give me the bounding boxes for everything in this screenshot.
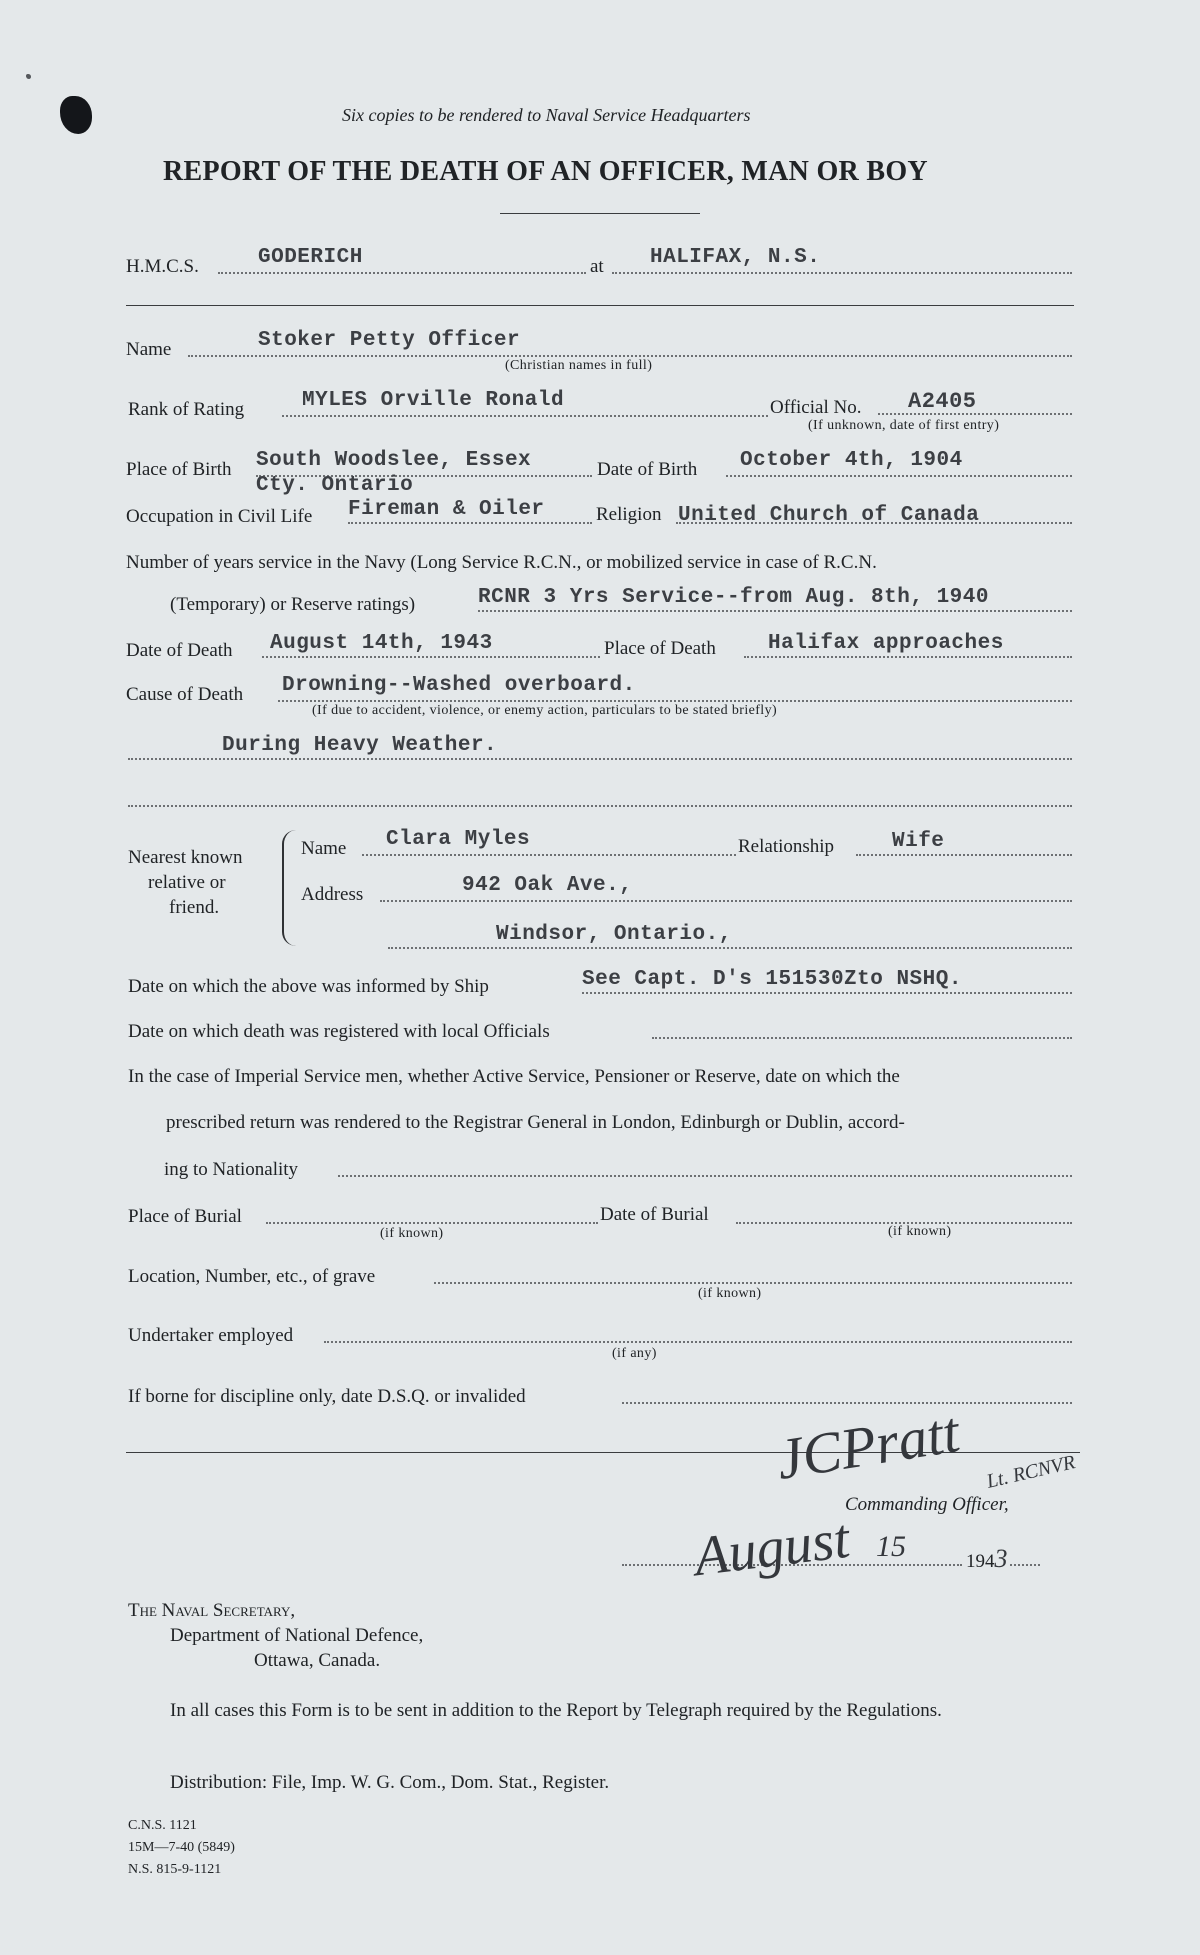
at-label: at xyxy=(590,256,604,277)
header-divider xyxy=(126,305,1074,306)
signature-name: JCPratt xyxy=(772,1399,964,1492)
telegraph-note: In all cases this Form is to be sent in addition to the Report by Telegraph required by the Regulations. xyxy=(170,1700,942,1721)
service-label-1: Number of years service in the Navy (Long Service R.C.N., or mobilized service in case of R.C.N. xyxy=(126,552,877,573)
discipline-label: If borne for discipline only, date D.S.Q. or invalided xyxy=(128,1386,526,1407)
grave-note: (if known) xyxy=(698,1286,762,1301)
death-date-label: Date of Death xyxy=(126,640,233,661)
relative-brace xyxy=(282,830,296,946)
cause-line xyxy=(278,700,1072,702)
imperial-text-1: In the case of Imperial Service men, whether Active Service, Pensioner or Reserve, date on which the xyxy=(128,1066,900,1087)
informed-value: See Capt. D's 151530Zto NSHQ. xyxy=(582,968,962,991)
addressee-3: Ottawa, Canada. xyxy=(254,1650,381,1671)
address-line-1 xyxy=(380,900,1072,902)
death-date-line xyxy=(262,656,600,658)
birth-place-label: Place of Birth xyxy=(126,459,232,480)
occupation-value: Fireman & Oiler xyxy=(348,498,545,521)
addressee-1: The Naval Secretary, xyxy=(128,1600,296,1621)
rank-label: Rank of Rating xyxy=(128,399,245,420)
cause-line-3 xyxy=(128,805,1072,807)
page-title: REPORT OF THE DEATH OF AN OFFICER, MAN OR BOY xyxy=(163,156,928,187)
ship-line xyxy=(218,272,586,274)
copies-note: Six copies to be rendered to Naval Service Headquarters xyxy=(342,105,751,125)
official-no-value: A2405 xyxy=(908,389,977,414)
rank-line xyxy=(282,415,768,417)
rank-value: MYLES Orville Ronald xyxy=(302,389,565,412)
cause-value-2: During Heavy Weather. xyxy=(222,734,498,757)
rel-name-line xyxy=(362,854,736,856)
death-place-value: Halifax approaches xyxy=(768,632,1004,655)
sign-date-day: 15 xyxy=(876,1530,906,1563)
occupation-line xyxy=(348,522,592,524)
address-label: Address xyxy=(301,884,364,905)
address-line-2 xyxy=(388,947,1072,949)
death-date-value: August 14th, 1943 xyxy=(270,632,493,655)
occupation-label: Occupation in Civil Life xyxy=(126,506,313,527)
death-place-label: Place of Death xyxy=(604,638,716,659)
rel-name-label: Name xyxy=(301,838,347,859)
informed-label: Date on which the above was informed by Ship xyxy=(128,976,489,997)
discipline-line xyxy=(622,1402,1072,1404)
address-value-1: 942 Oak Ave., xyxy=(462,874,633,897)
addressee-2: Department of National Defence, xyxy=(170,1625,424,1646)
birth-date-label: Date of Birth xyxy=(597,459,698,480)
service-line xyxy=(478,610,1072,612)
rel-name-value: Clara Myles xyxy=(386,828,531,851)
cause-value: Drowning--Washed overboard. xyxy=(282,674,636,697)
relationship-value: Wife xyxy=(892,830,945,853)
name-label: Name xyxy=(126,339,172,360)
signature-rank: Lt. RCNVR xyxy=(984,1451,1078,1493)
sign-year-line xyxy=(1010,1564,1040,1566)
undertaker-note: (if any) xyxy=(612,1346,657,1361)
birth-date-line xyxy=(726,475,1072,477)
registered-label: Date on which death was registered with local Officials xyxy=(128,1021,550,1042)
sign-date-year: 1943 xyxy=(966,1544,1008,1573)
punch-hole-mark xyxy=(60,96,92,134)
birth-place-value-2: Cty. Ontario xyxy=(256,474,414,497)
burial-date-label: Date of Burial xyxy=(600,1204,709,1225)
undertaker-line xyxy=(324,1341,1072,1343)
informed-line xyxy=(582,992,1072,994)
death-place-line xyxy=(744,656,1072,658)
nationality-line xyxy=(338,1175,1072,1177)
religion-value: United Church of Canada xyxy=(678,504,980,527)
burial-date-note: (if known) xyxy=(888,1224,952,1239)
relative-label-1: Nearest known xyxy=(128,847,243,868)
commanding-officer-label: Commanding Officer, xyxy=(845,1494,1009,1515)
distribution-note: Distribution: File, Imp. W. G. Com., Dom. Stat., Register. xyxy=(170,1772,610,1793)
imperial-text-2: prescribed return was rendered to the Registrar General in London, Edinburgh or Dublin, accord- xyxy=(166,1112,905,1133)
cause-label: Cause of Death xyxy=(126,684,244,705)
birth-place-value-1: South Woodslee, Essex xyxy=(256,449,532,472)
registered-line xyxy=(652,1037,1072,1039)
burial-place-note: (if known) xyxy=(380,1226,444,1241)
imperial-text-3: ing to Nationality xyxy=(164,1159,299,1180)
service-value: RCNR 3 Yrs Service--from Aug. 8th, 1940 xyxy=(478,586,989,609)
form-code-1: C.N.S. 1121 xyxy=(128,1818,197,1833)
relationship-label: Relationship xyxy=(738,836,835,857)
name-value: Stoker Petty Officer xyxy=(258,329,521,352)
address-value-2: Windsor, Ontario., xyxy=(496,923,732,946)
punch-hole-fleck xyxy=(26,74,31,79)
title-underline xyxy=(500,213,700,214)
location-line xyxy=(612,272,1072,274)
name-note: (Christian names in full) xyxy=(505,358,653,373)
official-no-label: Official No. xyxy=(770,397,862,418)
cause-line-2 xyxy=(128,758,1072,760)
burial-place-line xyxy=(266,1222,598,1224)
name-line xyxy=(188,355,1072,357)
location-value: HALIFAX, N.S. xyxy=(650,246,821,269)
official-no-note: (If unknown, date of first entry) xyxy=(808,418,1000,433)
relationship-line xyxy=(856,854,1072,856)
grave-label: Location, Number, etc., of grave xyxy=(128,1266,376,1287)
cause-note: (If due to accident, violence, or enemy action, particulars to be stated briefly) xyxy=(312,703,778,718)
ship-value: GODERICH xyxy=(258,246,363,269)
form-code-3: N.S. 815-9-1121 xyxy=(128,1862,222,1877)
undertaker-label: Undertaker employed xyxy=(128,1325,294,1346)
form-code-2: 15M—7-40 (5849) xyxy=(128,1840,235,1855)
relative-label-3: friend. xyxy=(169,897,220,918)
sign-date-month: August xyxy=(690,1507,853,1589)
relative-label-2: relative or xyxy=(148,872,226,893)
birth-date-value: October 4th, 1904 xyxy=(740,449,963,472)
burial-place-label: Place of Burial xyxy=(128,1206,242,1227)
service-label-2: (Temporary) or Reserve ratings) xyxy=(170,594,416,615)
religion-label: Religion xyxy=(596,504,662,525)
grave-line xyxy=(434,1282,1072,1284)
hmcs-label: H.M.C.S. xyxy=(126,256,199,277)
